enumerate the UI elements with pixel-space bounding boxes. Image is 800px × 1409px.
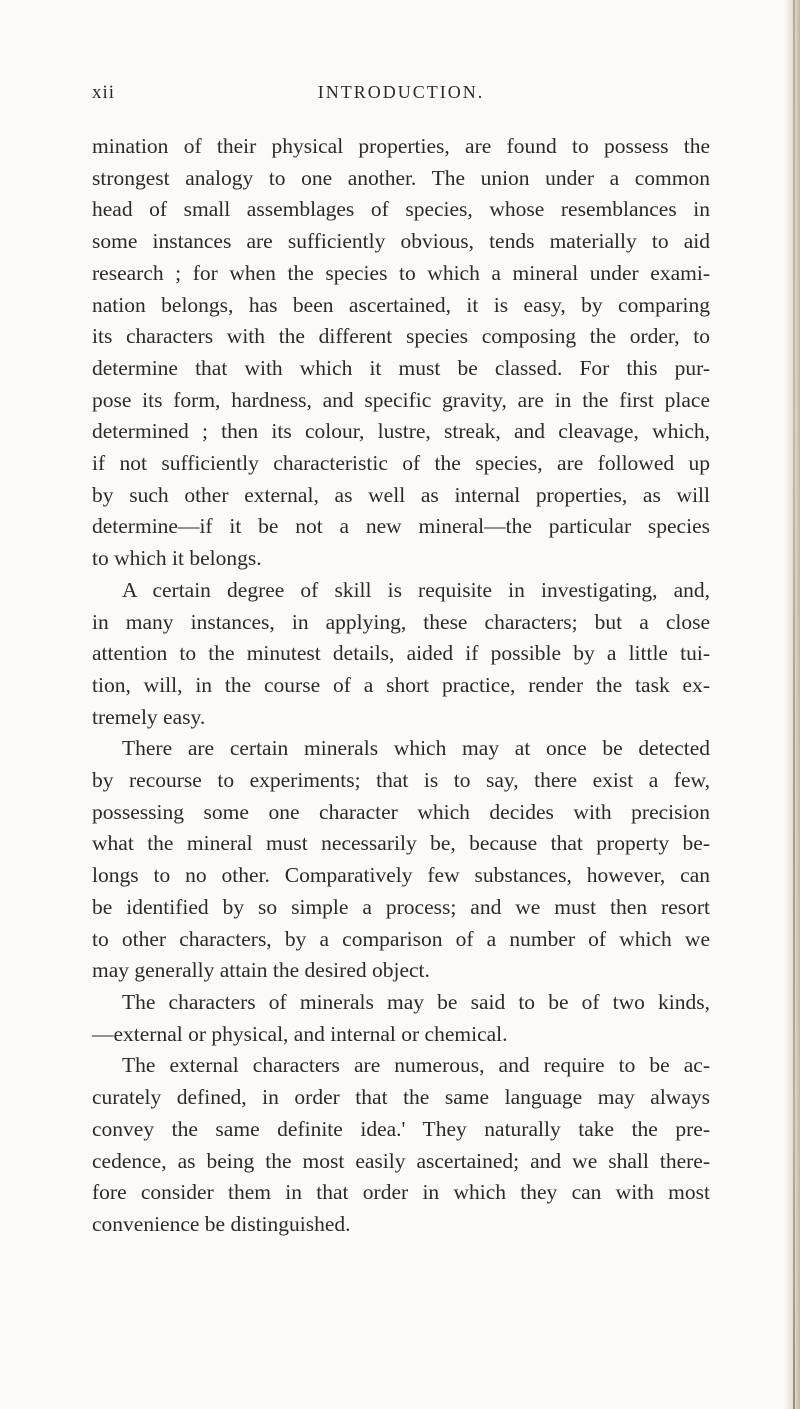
text-line: head of small assemblages of species, whose resemblances in	[92, 197, 710, 222]
page-number: xii	[92, 82, 116, 103]
body-text	[92, 131, 710, 1241]
running-title: INTRODUCTION.	[317, 82, 485, 102]
text-line: attention to the minutest details, aided if possible by a little tui-	[92, 641, 710, 666]
text-line: nation belongs, has been ascertained, it is easy, by comparing	[92, 292, 710, 317]
text-line: —external or physical, and internal or chemical.	[92, 1021, 508, 1046]
text-line: what the mineral must necessarily be, because that property be-	[92, 831, 710, 856]
text-line: be identified by so simple a process; and we must then resort	[92, 894, 710, 919]
text-line: possessing some one character which decides with precision	[92, 799, 710, 824]
text-line: by recourse to experiments; that is to say, there exist a few,	[92, 768, 710, 793]
page-edge-shadow	[784, 0, 800, 1409]
text-line: convenience be distinguished.	[92, 1211, 351, 1236]
text-line: in many instances, in applying, these characters; but a close	[92, 609, 710, 634]
text-line: The characters of minerals may be said to be of two kinds,	[122, 989, 710, 1014]
text-line: A certain degree of skill is requisite in investigating, and,	[122, 577, 710, 602]
text-line: may generally attain the desired object.	[92, 958, 430, 983]
text-line: determine—if it be not a new mineral—the particular species	[92, 514, 710, 539]
text-line: to which it belongs.	[92, 546, 262, 571]
text-line: longs to no other. Comparatively few substances, however, can	[92, 863, 710, 888]
text-line: determine that with which it must be classed. For this pur-	[92, 355, 710, 380]
page-header	[92, 82, 710, 112]
text-line: some instances are sufficiently obvious, tends materially to aid	[92, 229, 710, 254]
text-line: if not sufficiently characteristic of the species, are followed up	[92, 451, 710, 476]
text-line: determined ; then its colour, lustre, streak, and cleavage, which,	[92, 419, 710, 444]
text-line: fore consider them in that order in which they can with most	[92, 1180, 710, 1205]
text-line: There are certain minerals which may at once be detected	[122, 736, 710, 761]
text-line: by such other external, as well as internal properties, as will	[92, 482, 710, 507]
text-line: cedence, as being the most easily ascertained; and we shall there-	[92, 1148, 710, 1173]
text-line: its characters with the different species composing the order, to	[92, 324, 710, 349]
text-line: pose its form, hardness, and specific gravity, are in the first place	[92, 387, 710, 412]
text-line: convey the same definite idea.' They naturally take the pre-	[92, 1116, 710, 1141]
text-line: strongest analogy to one another. The union under a common	[92, 165, 710, 190]
text-line: The external characters are numerous, and require to be ac-	[122, 1053, 710, 1078]
page-edge-line	[793, 0, 795, 1409]
text-line: curately defined, in order that the same language may always	[92, 1085, 710, 1110]
text-line: tion, will, in the course of a short practice, render the task ex-	[92, 672, 710, 697]
text-line: research ; for when the species to which a mineral under exami-	[92, 260, 710, 285]
text-line: tremely easy.	[92, 704, 206, 729]
text-line: to other characters, by a comparison of a number of which we	[92, 926, 710, 951]
text-line: mination of their physical properties, are found to possess the	[92, 134, 710, 158]
